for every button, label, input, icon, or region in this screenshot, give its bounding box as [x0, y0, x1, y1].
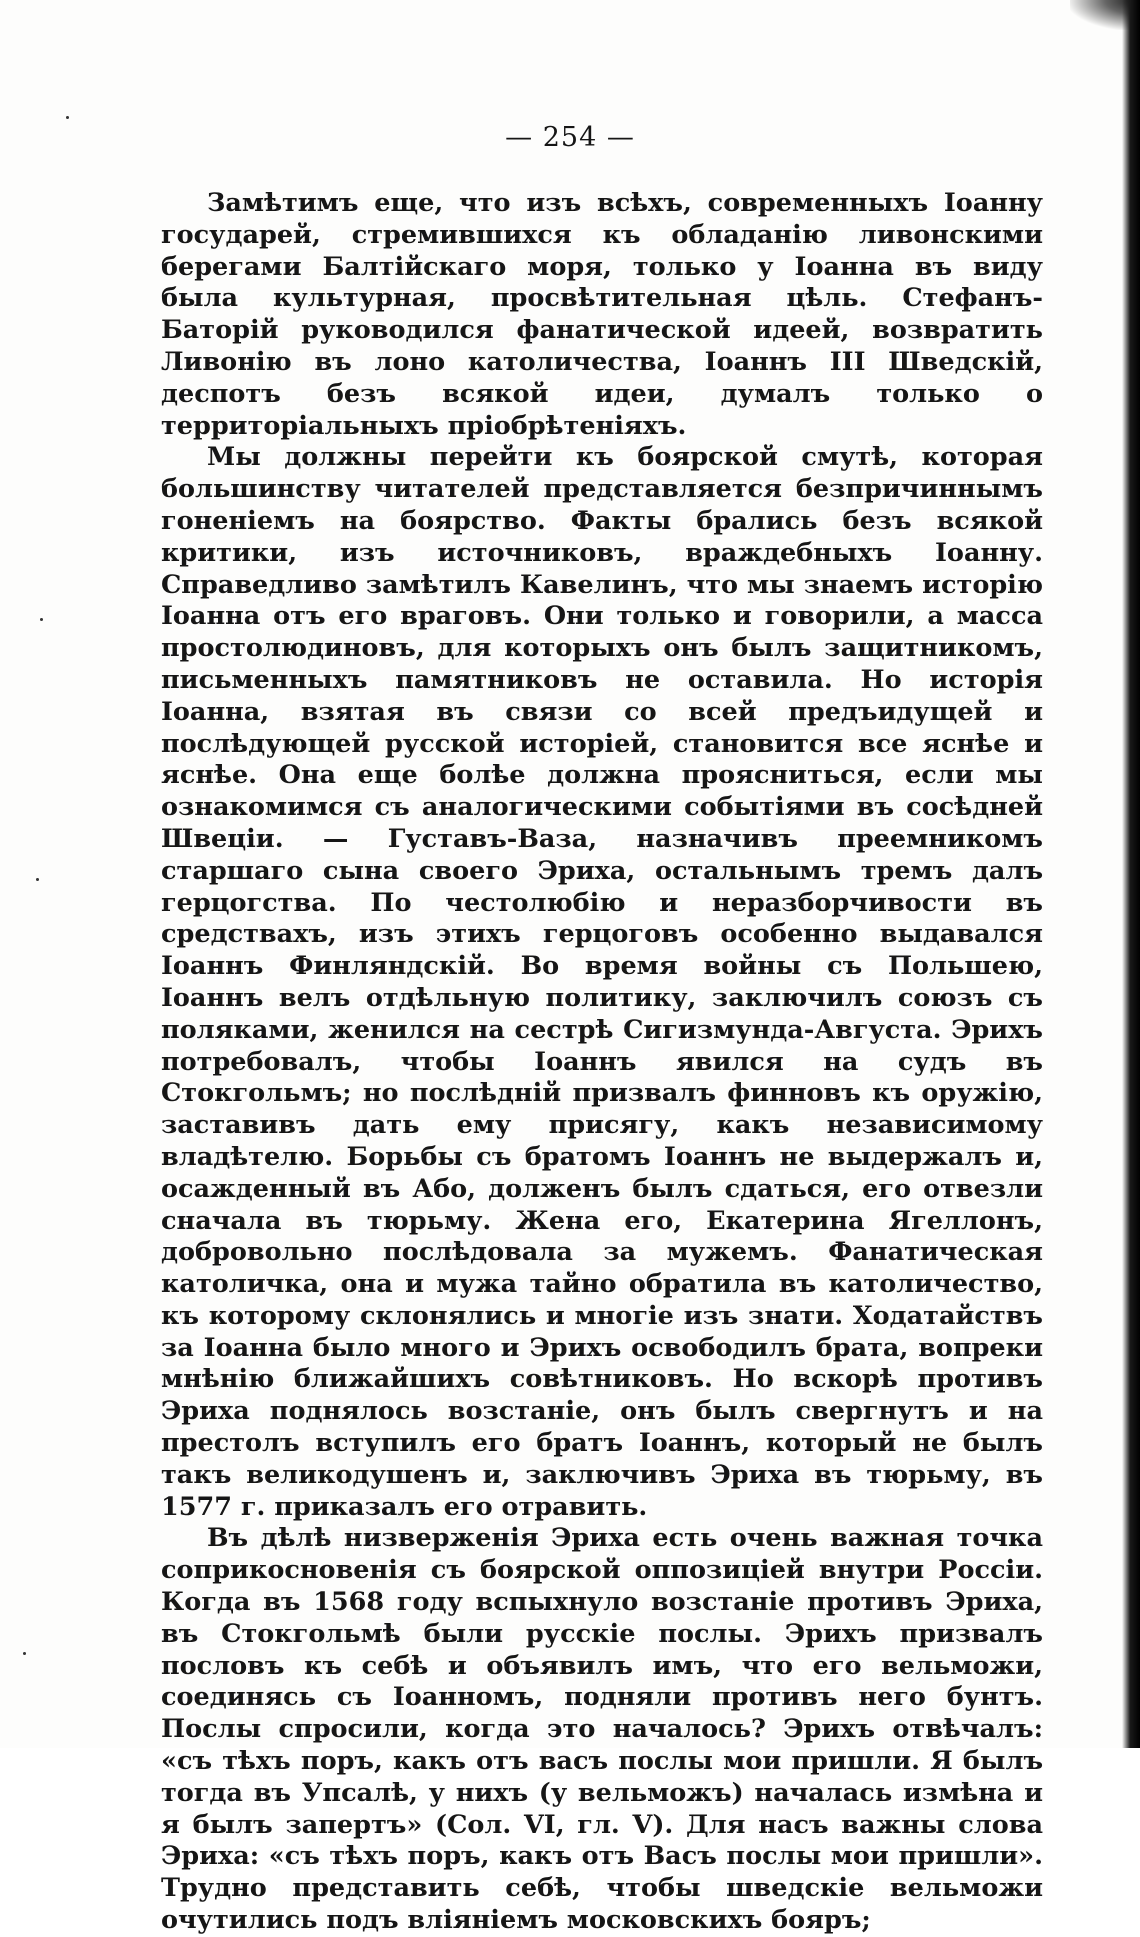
page-number: — 254 —	[505, 122, 635, 153]
body-text	[161, 188, 1043, 1937]
print-speck	[23, 1652, 26, 1655]
page-edge-shadow	[1122, 0, 1140, 1748]
paragraph: Замѣтимъ еще, что изъ всѣхъ, современныхъ Іоанну государей, стремившихся къ обладанію ливонскими берегами Балтійскаго моря, только у Іоанна въ виду была культурная, просвѣтительная цѣль. Стефанъ-Баторій руководился фанатической идеей, возвратить Ливонію въ лоно католичества, Іоаннъ III Шведскій, деспотъ безъ всякой идеи, думалъ только о территоріальныхъ пріобрѣтеніяхъ.	[161, 188, 1043, 441]
print-speck	[36, 878, 39, 881]
print-speck	[66, 116, 69, 119]
paragraph: Въ дѣлѣ низверженія Эриха есть очень важная точка соприкосновенія съ боярской оппозиціей внутри Россіи. Когда въ 1568 году вспыхнуло возстаніе противъ Эриха, въ Стокгольмѣ были русскіе послы. Эрихъ призвалъ пословъ къ себѣ и объявилъ имъ, что его вельможи, соединясь съ Іоанномъ, подняли противъ него бунтъ. Послы спросили, когда это началось? Эрихъ отвѣчалъ: «съ тѣхъ поръ, какъ отъ васъ послы мои пришли. Я былъ тогда въ Упсалѣ, у нихъ (у вельможъ) началась измѣна и я былъ запертъ» (Сол. VI, гл. V). Для насъ важны слова Эриха: «съ тѣхъ поръ, какъ отъ Васъ послы мои пришли». Трудно представить себѣ, чтобы шведскіе вельможи очутились подъ вліяніемъ московскихъ бояръ;	[161, 1523, 1043, 1936]
print-speck	[40, 618, 43, 621]
paragraph: Мы должны перейти къ боярской смутѣ, которая большинству читателей представляется безпричиннымъ гоненіемъ на боярство. Факты брались безъ всякой критики, изъ источниковъ, враждебныхъ Іоанну. Справедливо замѣтилъ Кавелинъ, что мы знаемъ исторію Іоанна отъ его враговъ. Они только и говорили, а масса простолюдиновъ, для которыхъ онъ былъ защитникомъ, письменныхъ памятниковъ не оставила. Но исторія Іоанна, взятая въ связи со всей предъидущей и послѣдующей русской исторіей, становится все яснѣе и яснѣе. Она еще болѣе должна проясниться, если мы ознакомимся съ аналогическими событіями въ сосѣдней Швеціи. — Густавъ-Ваза, назначивъ преемникомъ старшаго сына своего Эриха, остальнымъ тремъ далъ герцогства. По честолюбію и неразборчивости въ средствахъ, изъ этихъ герцоговъ особенно выдавался Іоаннъ Финляндскій. Во время войны съ Польшею, Іоаннъ велъ отдѣльную политику, заключилъ союзъ съ поляками, женился на сестрѣ Сигизмунда-Августа. Эрихъ потребовалъ, чтобы Іоаннъ явился на судъ въ Стокгольмъ; но послѣдній призвалъ финновъ къ оружію, заставивъ дать ему присягу, какъ независимому владѣтелю. Борьбы съ братомъ Іоаннъ не выдержалъ и, осажденный въ Або, долженъ былъ сдаться, его отвезли сначала въ тюрьму. Жена его, Екатерина Ягеллонъ, добровольно послѣдовала за мужемъ. Фанатическая католичка, она и мужа тайно обратила въ католичество, къ которому склонялись и многіе изъ знати. Ходатайствъ за Іоанна было много и Эрихъ освободилъ брата, вопреки мнѣнію ближайшихъ совѣтниковъ. Но вскорѣ противъ Эриха поднялось возстаніе, онъ былъ свергнутъ и на престолъ вступилъ его братъ Іоаннъ, который не былъ такъ великодушенъ и, заключивъ Эриха въ тюрьму, въ 1577 г. приказалъ его отравить.	[161, 442, 1043, 1522]
